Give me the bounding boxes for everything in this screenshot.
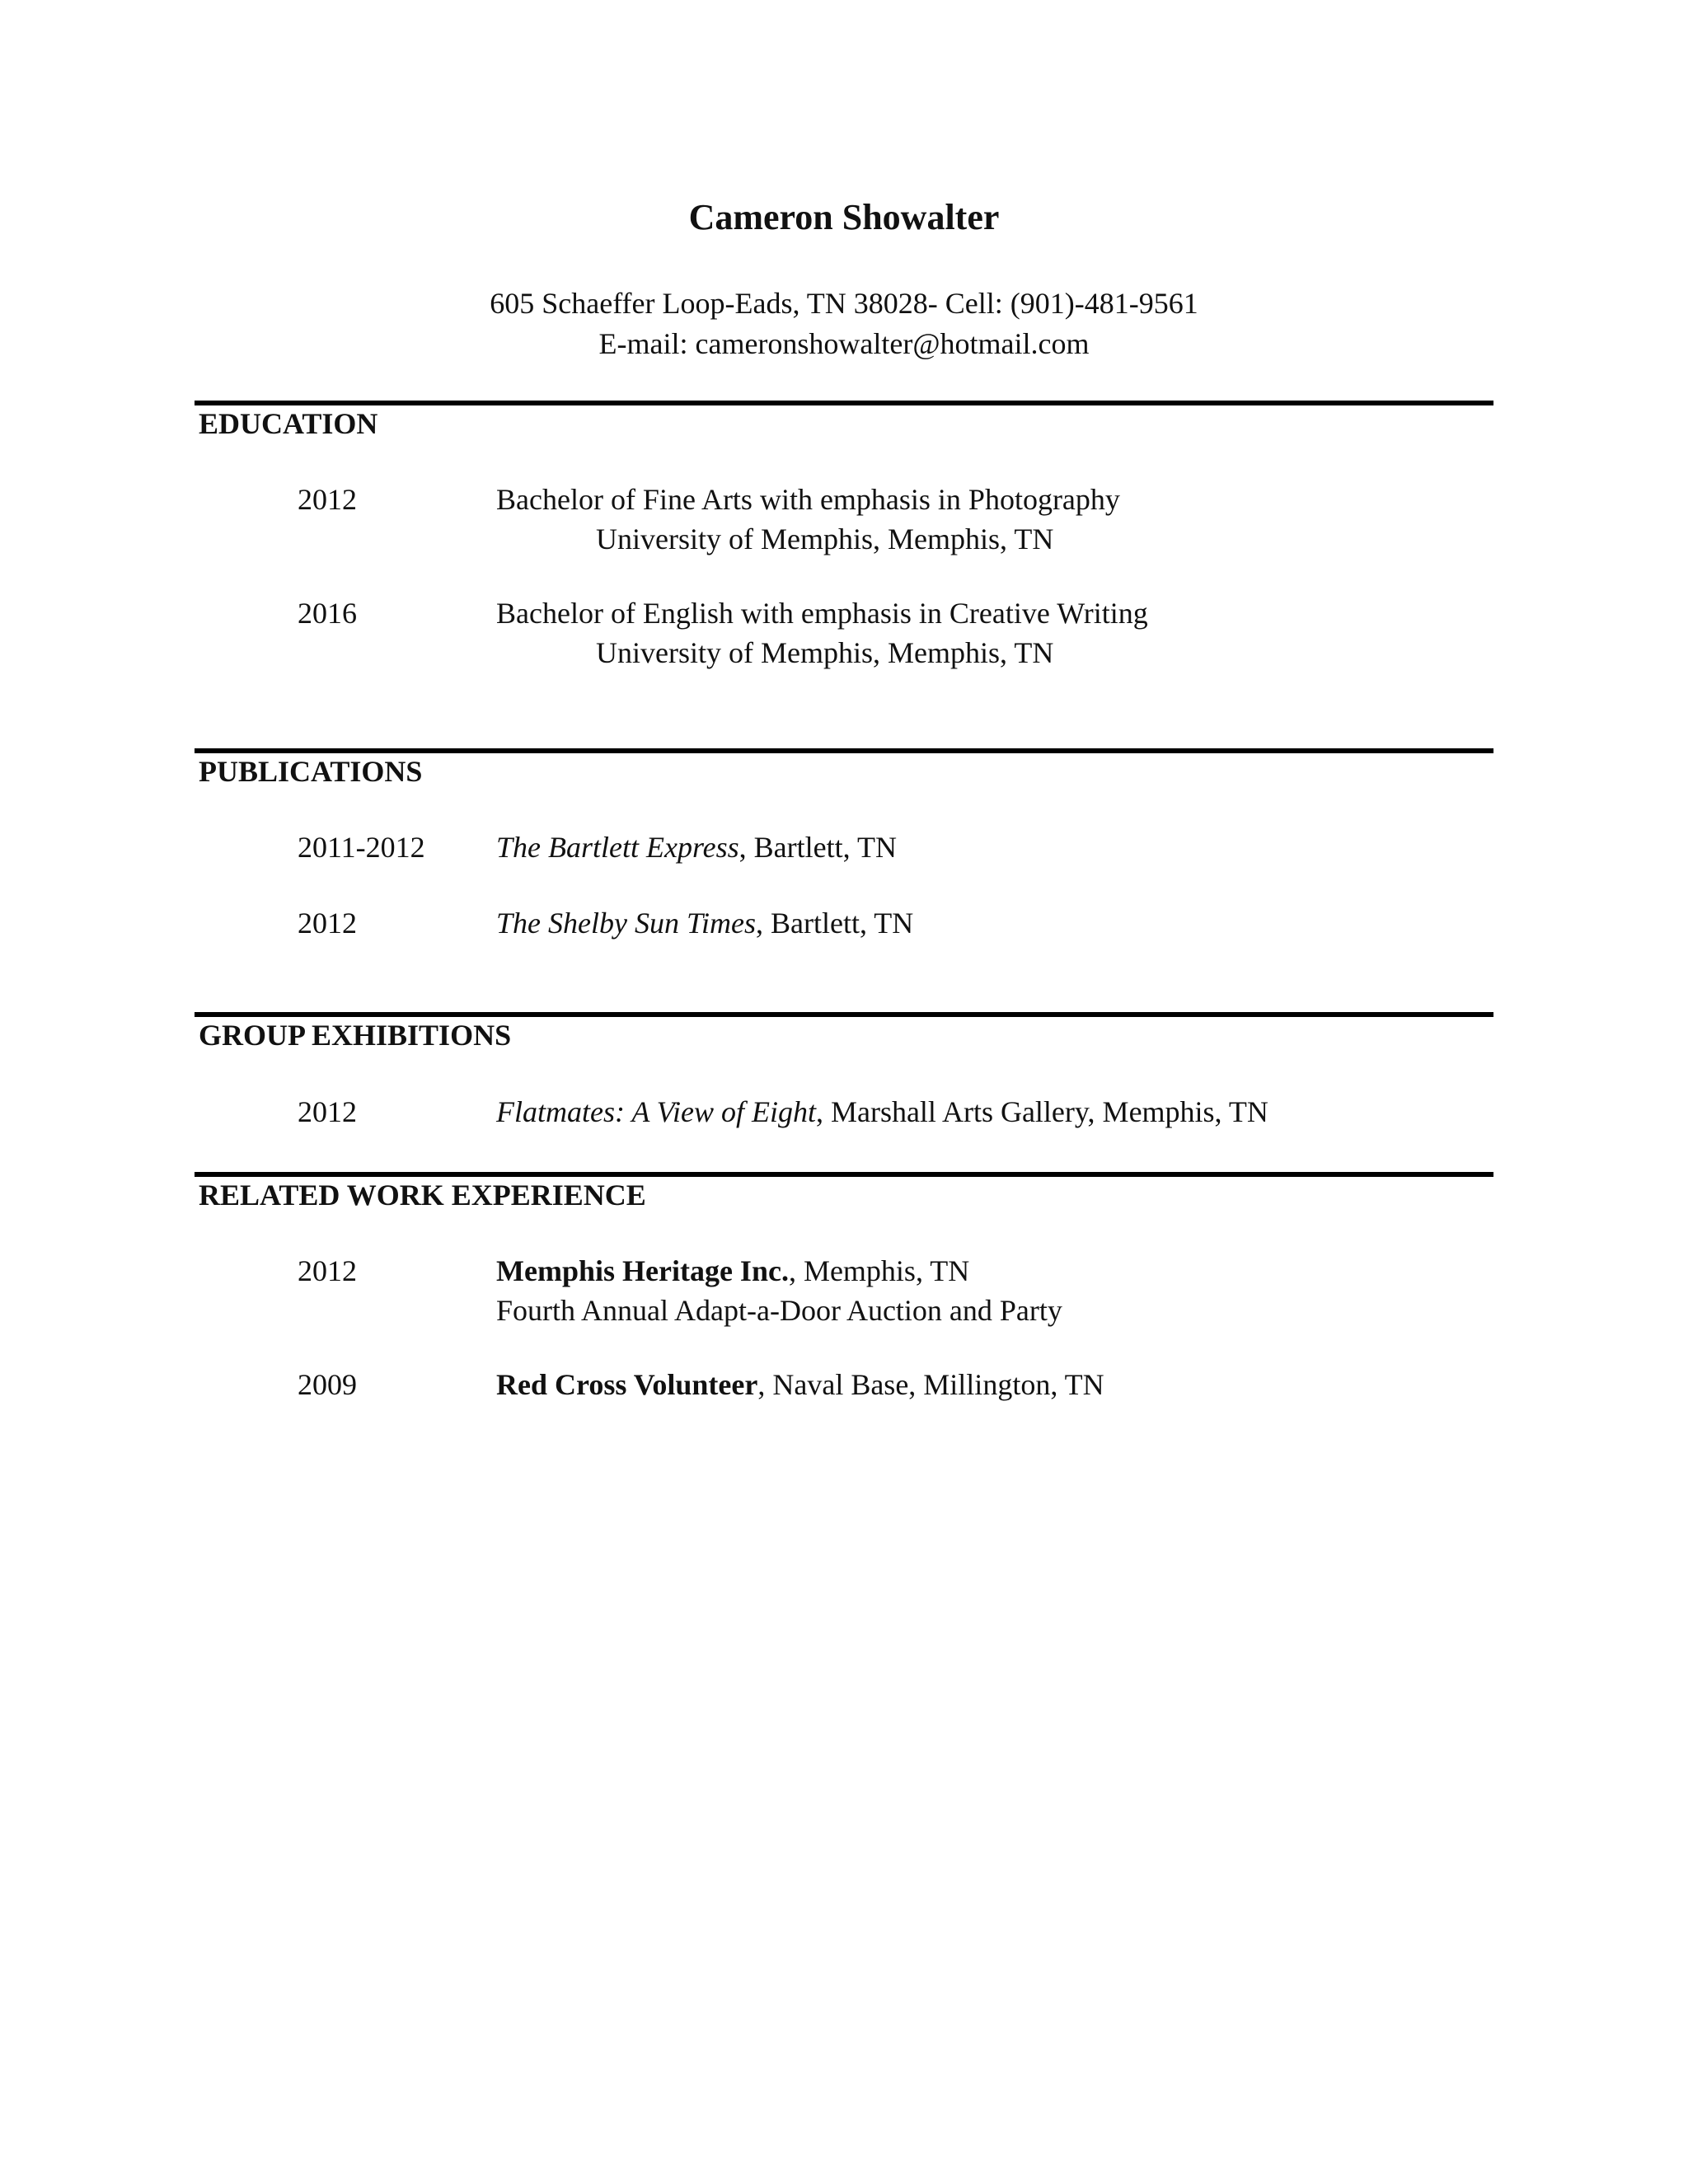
section-heading-group-exhibitions: GROUP EXHIBITIONS [199,1019,512,1052]
work-detail: Fourth Annual Adapt-a-Door Auction and Party [496,1294,1062,1327]
work-location: , Memphis, TN [788,1254,970,1287]
publication-location: , Bartlett, TN [738,831,897,864]
publication-entry [496,827,897,867]
education-year: 2016 [298,597,357,630]
work-organization: Memphis Heritage Inc. [496,1254,789,1287]
contact-address: 605 Schaeffer Loop-Eads, TN 38028- Cell: (901)-481-9561 [490,287,1198,320]
education-school: University of Memphis, Memphis, TN [596,636,1054,669]
exhibition-entry [496,1092,1268,1132]
exhibition-year: 2012 [298,1095,357,1128]
education-degree: Bachelor of English with emphasis in Creative Writing [496,597,1148,630]
resume-name: Cameron Showalter [688,197,1000,237]
publication-title: The Bartlett Express [496,831,739,864]
section-heading-publications: PUBLICATIONS [199,755,423,788]
contact-email: E-mail: cameronshowalter@hotmail.com [598,327,1090,360]
publication-year: 2012 [298,907,357,940]
work-entry [496,1365,1104,1404]
education-school: University of Memphis, Memphis, TN [596,523,1054,555]
work-year: 2012 [298,1254,357,1287]
section-divider [195,401,1493,405]
publication-title: The Shelby Sun Times [496,907,756,940]
education-degree: Bachelor of Fine Arts with emphasis in Photography [496,483,1120,516]
publication-location: , Bartlett, TN [755,907,914,940]
exhibition-title: Flatmates: A View of Eight [496,1095,816,1128]
section-heading-education: EDUCATION [199,407,378,440]
publication-entry [496,903,913,943]
work-organization: Red Cross Volunteer [496,1368,758,1401]
work-year: 2009 [298,1368,357,1401]
work-entry [496,1251,969,1291]
section-heading-work-experience: RELATED WORK EXPERIENCE [199,1179,646,1212]
education-year: 2012 [298,483,357,516]
publication-year: 2011-2012 [298,831,425,864]
exhibition-location: , Marshall Arts Gallery, Memphis, TN [815,1095,1268,1128]
work-location: , Naval Base, Millington, TN [757,1368,1104,1401]
